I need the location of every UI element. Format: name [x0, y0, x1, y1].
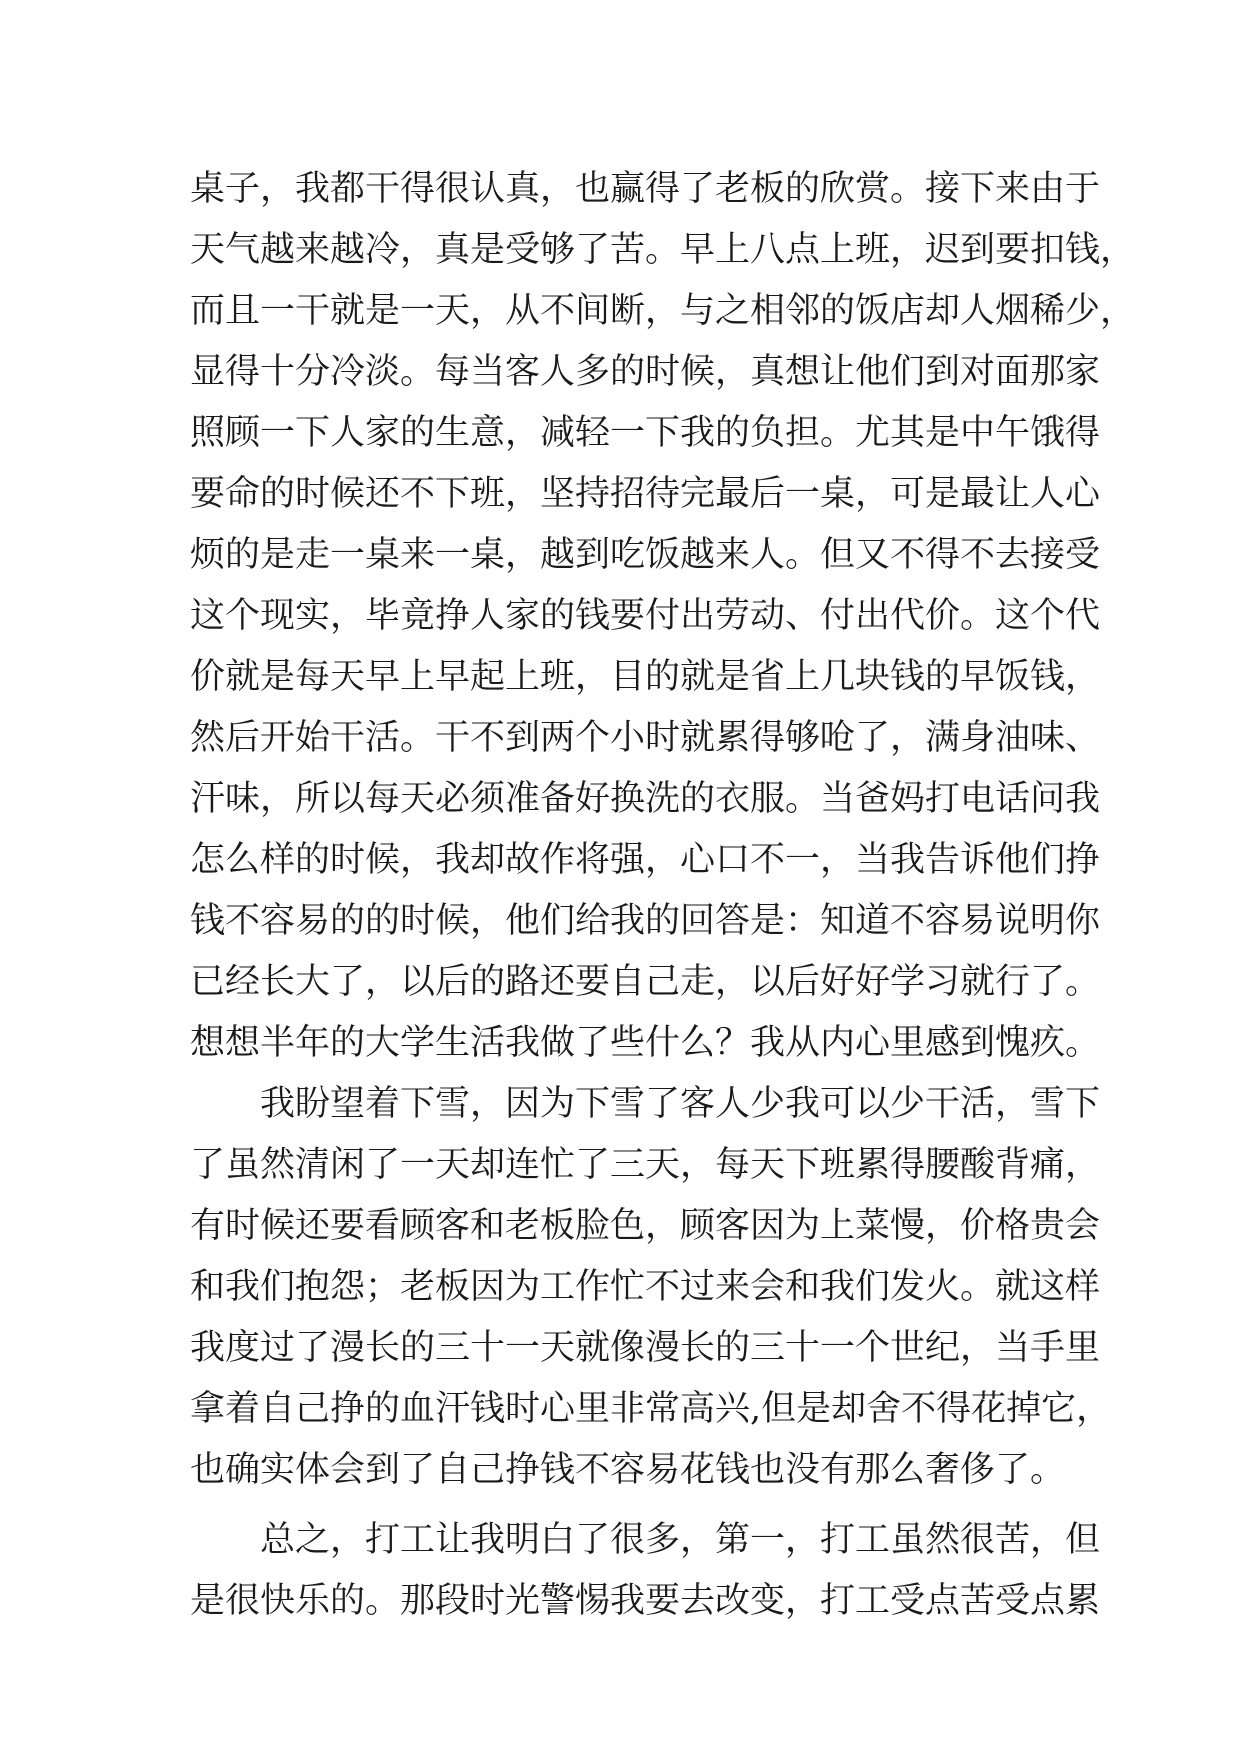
text-line: 怎么样的时候，我却故作将强，心口不一，当我告诉他们挣: [190, 840, 1101, 880]
text-line: 我度过了漫长的三十一天就像漫长的三十一个世纪，当手里: [190, 1328, 1101, 1368]
text-line: 而且一干就是一天，从不间断，与之相邻的饭店却人烟稀少，: [190, 291, 1136, 331]
text-line: 价就是每天早上早起上班，目的就是省上几块钱的早饭钱，: [190, 657, 1101, 697]
text-line: 汗味，所以每天必须准备好换洗的衣服。当爸妈打电话问我: [190, 779, 1101, 819]
text-line: 烦的是走一桌来一桌，越到吃饭越来人。但又不得不去接受: [190, 535, 1101, 575]
text-line: 了虽然清闲了一天却连忙了三天，每天下班累得腰酸背痛，: [190, 1145, 1101, 1185]
text-line: 照顾一下人家的生意，减轻一下我的负担。尤其是中午饿得: [190, 413, 1101, 453]
text-line: 是很快乐的。那段时光警惕我要去改变，打工受点苦受点累: [190, 1581, 1101, 1621]
text-line: 有时候还要看顾客和老板脸色，顾客因为上菜慢，价格贵会: [190, 1206, 1101, 1246]
text-line-paragraph-start: 我盼望着下雪，因为下雪了客人少我可以少干活，雪下: [260, 1084, 1101, 1124]
text-line: 钱不容易的的时候，他们给我的回答是：知道不容易说明你: [190, 901, 1101, 941]
text-line: 拿着自己挣的血汗钱时心里非常高兴,但是却舍不得花掉它，: [190, 1389, 1112, 1429]
text-line-paragraph-end: 也确实体会到了自己挣钱不容易花钱也没有那么奢侈了。: [190, 1450, 1066, 1490]
text-line: 想想半年的大学生活我做了些什么？我从内心里感到愧疚。: [190, 1023, 1101, 1063]
text-line: 要命的时候还不下班，坚持招待完最后一桌，可是最让人心: [190, 474, 1101, 514]
text-line-paragraph-start: 总之，打工让我明白了很多，第一，打工虽然很苦，但: [260, 1520, 1101, 1560]
text-line: 显得十分冷淡。每当客人多的时候，真想让他们到对面那家: [190, 352, 1101, 392]
text-line: 然后开始干活。干不到两个小时就累得够呛了，满身油味、: [190, 718, 1101, 758]
text-line: 天气越来越冷，真是受够了苦。早上八点上班，迟到要扣钱，: [190, 230, 1136, 270]
text-line: 和我们抱怨；老板因为工作忙不过来会和我们发火。就这样: [190, 1267, 1101, 1307]
text-line: 这个现实，毕竟挣人家的钱要付出劳动、付出代价。这个代: [190, 596, 1101, 636]
body-text: [190, 159, 1136, 1632]
text-line: 已经长大了，以后的路还要自己走，以后好好学习就行了。: [190, 962, 1101, 1002]
text-line: 桌子，我都干得很认真，也赢得了老板的欣赏。接下来由于: [190, 169, 1101, 209]
